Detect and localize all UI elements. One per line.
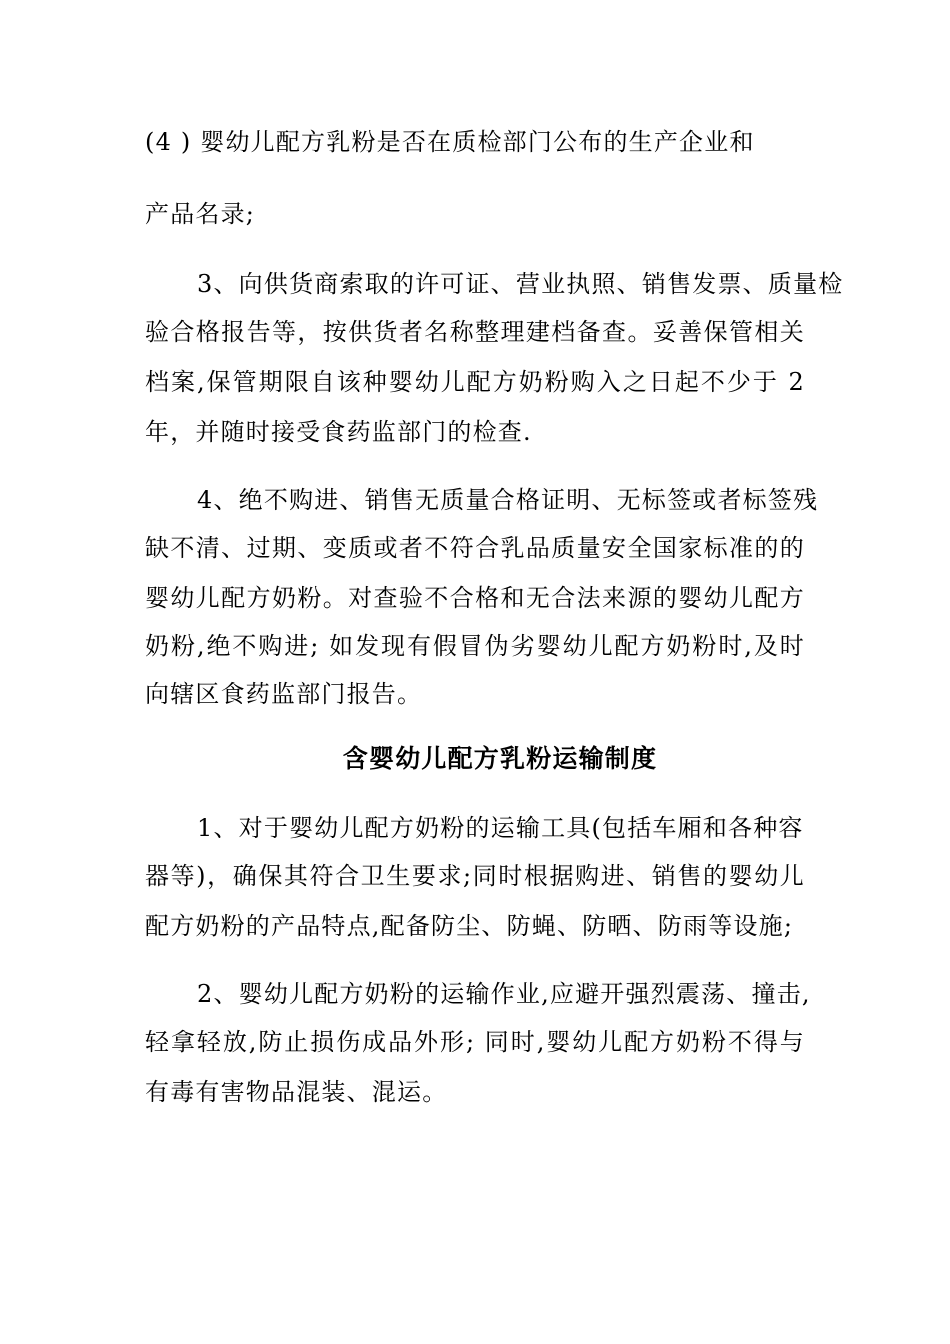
text-line: 奶粉,绝不购进; 如发现有假冒伪劣婴幼儿配方奶粉时,及时 xyxy=(145,632,805,660)
text-line: 轻拿轻放,防止损伤成品外形; 同时,婴幼儿配方奶粉不得与 xyxy=(145,1028,805,1056)
text-line: 有毒有害物品混装、混运。 xyxy=(145,1078,448,1106)
text-line: 4、绝不购进、销售无质量合格证明、无标签或者标签残 xyxy=(197,486,819,514)
section-title: 含婴幼儿配方乳粉运输制度 xyxy=(342,744,658,773)
text-line: 向辖区食药监部门报告。 xyxy=(145,680,423,708)
text-line: 年，并随时接受食药监部门的检查. xyxy=(145,418,532,446)
text-line: 1、对于婴幼儿配方奶粉的运输工具(包括车厢和各种容 xyxy=(197,814,804,842)
text-line: 配方奶粉的产品特点,配备防尘、防蝇、防晒、防雨等设施; xyxy=(145,912,794,940)
text-line: 2、婴幼儿配方奶粉的运输作业,应避开强烈震荡、撞击, xyxy=(197,980,811,1008)
text-line: (4 ) 婴幼儿配方乳粉是否在质检部门公布的生产企业和 xyxy=(145,128,755,156)
text-line: 器等)，确保其符合卫生要求;同时根据购进、销售的婴幼儿 xyxy=(145,862,805,890)
text-line: 婴幼儿配方奶粉。对查验不合格和无合法来源的婴幼儿配方 xyxy=(145,584,805,612)
text-line: 3、向供货商索取的许可证、营业执照、销售发票、质量检 xyxy=(197,270,844,298)
text-line: 验合格报告等，按供货者名称整理建档备查。妥善保管相关 xyxy=(145,318,805,346)
text-line: 产品名录; xyxy=(145,200,256,228)
text-line: 缺不清、过期、变质或者不符合乳品质量安全国家标准的的 xyxy=(145,534,805,562)
text-line: 档案,保管期限自该种婴幼儿配方奶粉购入之日起不少于 2 xyxy=(145,368,805,396)
